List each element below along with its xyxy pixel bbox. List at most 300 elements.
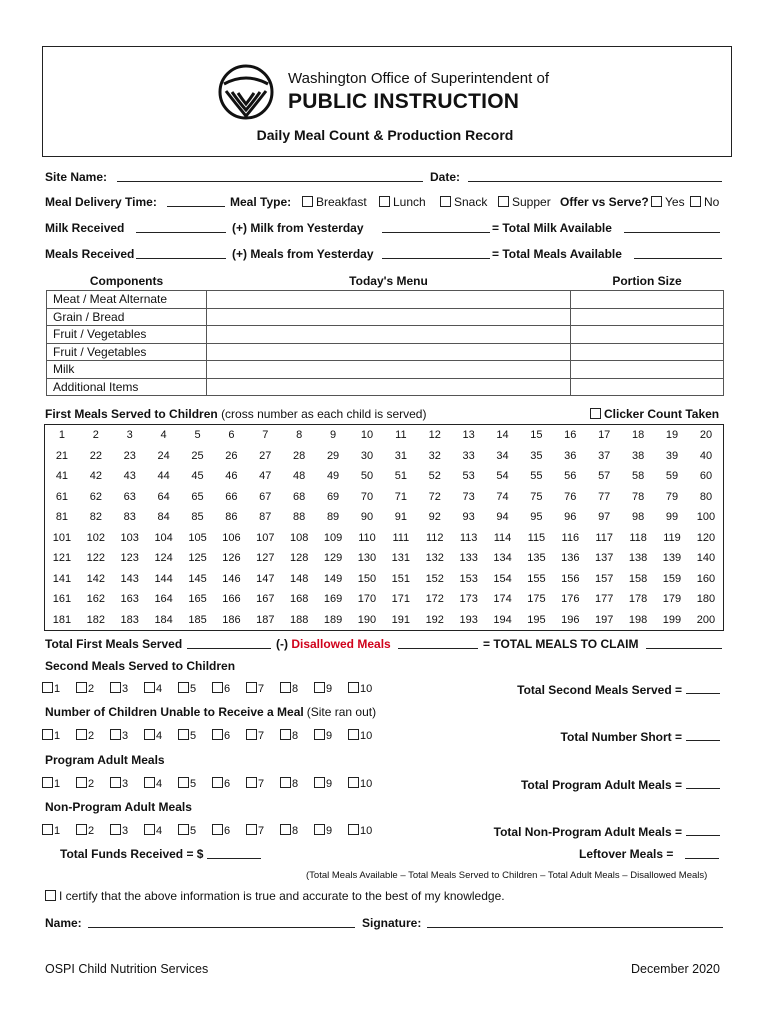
count-checkbox[interactable]: 2: [76, 682, 110, 695]
checkbox-icon[interactable]: [76, 824, 87, 835]
count-cell[interactable]: 32: [428, 449, 441, 462]
count-cell[interactable]: 157: [595, 572, 614, 585]
count-checkbox[interactable]: 5: [178, 777, 212, 790]
count-cell[interactable]: 108: [290, 531, 309, 544]
count-cell[interactable]: 149: [323, 572, 343, 585]
count-cell[interactable]: 118: [629, 531, 647, 544]
count-cell[interactable]: 110: [358, 531, 376, 544]
count-cell[interactable]: 25: [191, 449, 204, 462]
count-cell[interactable]: 49: [326, 470, 340, 483]
count-checkbox[interactable]: 7: [246, 729, 280, 742]
meal-type-lunch[interactable]: Lunch: [379, 195, 426, 209]
count-cell[interactable]: 68: [293, 490, 306, 503]
count-cell[interactable]: 21: [55, 449, 69, 462]
section-total-field[interactable]: [686, 777, 720, 789]
count-checkbox[interactable]: 6: [212, 729, 246, 742]
count-cell[interactable]: 45: [191, 470, 204, 483]
count-checkbox[interactable]: 4: [144, 682, 178, 695]
count-cell[interactable]: 83: [123, 511, 136, 524]
checkbox-icon[interactable]: [348, 824, 359, 835]
name-field[interactable]: [88, 916, 355, 928]
count-cell[interactable]: 8: [296, 429, 303, 442]
count-cell[interactable]: 178: [628, 593, 648, 606]
count-cell[interactable]: 129: [323, 552, 343, 565]
count-cell[interactable]: 102: [86, 531, 106, 544]
count-cell[interactable]: 71: [394, 490, 407, 503]
count-checkbox[interactable]: 2: [76, 777, 110, 790]
site-name-field[interactable]: [117, 170, 423, 182]
count-checkbox[interactable]: 5: [178, 682, 212, 695]
count-cell[interactable]: 84: [157, 511, 170, 524]
count-cell[interactable]: 63: [123, 490, 136, 503]
count-cell[interactable]: 138: [628, 552, 648, 565]
certify-checkbox[interactable]: I certify that the above information is true and accurate to the best of my knowledge.: [45, 889, 505, 903]
count-cell[interactable]: 20: [699, 429, 713, 442]
checkbox-icon[interactable]: [498, 196, 509, 207]
count-cell[interactable]: 183: [120, 613, 139, 626]
count-cell[interactable]: 6: [228, 429, 235, 442]
count-cell[interactable]: 120: [696, 531, 716, 544]
checkbox-icon[interactable]: [42, 824, 53, 835]
checkbox-icon[interactable]: [76, 777, 87, 788]
count-cell[interactable]: 2: [92, 429, 99, 442]
checkbox-icon[interactable]: [348, 729, 359, 740]
count-cell[interactable]: 191: [391, 613, 411, 626]
count-cell[interactable]: 166: [222, 593, 241, 606]
count-cell[interactable]: 171: [391, 593, 411, 606]
count-cell[interactable]: 109: [323, 531, 343, 544]
count-cell[interactable]: 17: [598, 429, 611, 442]
count-cell[interactable]: 125: [188, 552, 207, 565]
count-cell[interactable]: 99: [665, 511, 679, 524]
count-cell[interactable]: 179: [662, 593, 682, 606]
count-checkbox[interactable]: 9: [314, 729, 348, 742]
checkbox-icon[interactable]: [246, 824, 257, 835]
count-cell[interactable]: 78: [631, 490, 645, 503]
offer-vs-serve-no[interactable]: No: [690, 195, 719, 209]
count-checkbox[interactable]: 4: [144, 777, 178, 790]
count-checkbox[interactable]: 1: [42, 824, 76, 837]
count-cell[interactable]: 104: [154, 531, 173, 544]
checkbox-icon[interactable]: [42, 729, 53, 740]
count-cell[interactable]: 93: [462, 511, 475, 524]
count-cell[interactable]: 95: [530, 511, 543, 524]
count-checkbox[interactable]: 5: [178, 824, 212, 837]
checkbox-icon[interactable]: [42, 682, 53, 693]
checkbox-icon[interactable]: [379, 196, 390, 207]
count-cell[interactable]: 96: [564, 511, 577, 524]
count-cell[interactable]: 100: [696, 511, 716, 524]
count-cell[interactable]: 153: [459, 572, 478, 585]
count-checkbox[interactable]: 1: [42, 777, 76, 790]
count-cell[interactable]: 127: [256, 552, 275, 565]
count-cell[interactable]: 111: [392, 531, 410, 544]
checkbox-icon[interactable]: [110, 824, 121, 835]
count-cell[interactable]: 163: [120, 593, 139, 606]
checkbox-icon[interactable]: [690, 196, 701, 207]
count-checkbox[interactable]: 2: [76, 729, 110, 742]
count-cell[interactable]: 91: [394, 511, 407, 524]
count-cell[interactable]: 154: [493, 572, 512, 585]
count-cell[interactable]: 13: [462, 429, 475, 442]
count-cell[interactable]: 72: [428, 490, 441, 503]
count-cell[interactable]: 35: [530, 449, 543, 462]
count-cell[interactable]: 198: [628, 613, 648, 626]
checkbox-icon[interactable]: [314, 729, 325, 740]
count-cell[interactable]: 70: [360, 490, 374, 503]
count-cell[interactable]: 75: [530, 490, 543, 503]
count-checkbox[interactable]: 5: [178, 729, 212, 742]
count-cell[interactable]: 126: [222, 552, 241, 565]
count-cell[interactable]: 89: [326, 511, 340, 524]
count-cell[interactable]: 14: [496, 429, 509, 442]
count-checkbox[interactable]: 8: [280, 729, 314, 742]
meal-count-grid[interactable]: [44, 424, 724, 631]
count-checkbox[interactable]: 4: [144, 729, 178, 742]
count-cell[interactable]: 117: [595, 531, 613, 544]
count-cell[interactable]: 113: [459, 531, 478, 544]
count-cell[interactable]: 11: [395, 429, 407, 442]
count-checkbox[interactable]: 10: [348, 682, 382, 695]
checkbox-icon[interactable]: [590, 408, 601, 419]
leftover-meals-field[interactable]: [685, 847, 719, 859]
count-cell[interactable]: 1: [58, 429, 65, 442]
checkbox-icon[interactable]: [280, 777, 291, 788]
count-checkbox[interactable]: 8: [280, 824, 314, 837]
count-cell[interactable]: 43: [123, 470, 136, 483]
count-checkbox[interactable]: 7: [246, 777, 280, 790]
count-checkbox[interactable]: 4: [144, 824, 178, 837]
count-cell[interactable]: 193: [459, 613, 478, 626]
portion-cell[interactable]: [571, 378, 724, 396]
count-cell[interactable]: 114: [493, 531, 512, 544]
count-cell[interactable]: 67: [259, 490, 272, 503]
count-cell[interactable]: 41: [55, 470, 69, 483]
count-checkbox[interactable]: 3: [110, 729, 144, 742]
count-cell[interactable]: 66: [225, 490, 238, 503]
count-cell[interactable]: 26: [225, 449, 238, 462]
count-cell[interactable]: 122: [86, 552, 106, 565]
clicker-count-checkbox[interactable]: Clicker Count Taken: [590, 407, 719, 421]
count-cell[interactable]: 170: [357, 593, 377, 606]
count-cell[interactable]: 59: [665, 470, 679, 483]
count-cell[interactable]: 56: [564, 470, 577, 483]
count-cell[interactable]: 177: [595, 593, 614, 606]
menu-cell[interactable]: [207, 378, 571, 396]
checkbox-icon[interactable]: [651, 196, 662, 207]
count-cell[interactable]: 51: [394, 470, 407, 483]
meals-from-yesterday-field[interactable]: [382, 247, 490, 259]
checkbox-icon[interactable]: [110, 682, 121, 693]
count-cell[interactable]: 156: [561, 572, 580, 585]
count-cell[interactable]: 38: [631, 449, 645, 462]
count-cell[interactable]: 196: [561, 613, 580, 626]
count-cell[interactable]: 44: [157, 470, 170, 483]
count-cell[interactable]: 185: [188, 613, 207, 626]
count-cell[interactable]: 136: [561, 552, 580, 565]
count-cell[interactable]: 167: [256, 593, 275, 606]
count-cell[interactable]: 52: [428, 470, 441, 483]
total-milk-available-field[interactable]: [624, 221, 720, 233]
count-cell[interactable]: 184: [154, 613, 173, 626]
menu-cell[interactable]: [207, 326, 571, 344]
count-cell[interactable]: 173: [459, 593, 478, 606]
count-checkbox[interactable]: 7: [246, 682, 280, 695]
portion-cell[interactable]: [571, 361, 724, 379]
count-checkbox[interactable]: 6: [212, 777, 246, 790]
checkbox-icon[interactable]: [280, 729, 291, 740]
meal-delivery-time-field[interactable]: [167, 195, 225, 207]
count-cell[interactable]: 27: [259, 449, 272, 462]
count-cell[interactable]: 162: [86, 593, 106, 606]
checkbox-icon[interactable]: [348, 777, 359, 788]
count-cell[interactable]: 144: [154, 572, 173, 585]
checkbox-icon[interactable]: [246, 682, 257, 693]
meal-type-breakfast[interactable]: Breakfast: [302, 195, 367, 209]
count-cell[interactable]: 128: [290, 552, 309, 565]
count-cell[interactable]: 103: [120, 531, 139, 544]
count-cell[interactable]: 192: [425, 613, 444, 626]
count-cell[interactable]: 55: [530, 470, 543, 483]
count-cell[interactable]: 134: [493, 552, 512, 565]
count-cell[interactable]: 147: [256, 572, 275, 585]
count-cell[interactable]: 40: [699, 449, 713, 462]
count-cell[interactable]: 142: [86, 572, 106, 585]
checkbox-icon[interactable]: [212, 682, 223, 693]
count-cell[interactable]: 88: [293, 511, 306, 524]
checkbox-icon[interactable]: [178, 682, 189, 693]
total-meals-available-field[interactable]: [634, 247, 722, 259]
count-checkbox[interactable]: 9: [314, 777, 348, 790]
checkbox-icon[interactable]: [212, 777, 223, 788]
count-cell[interactable]: 135: [527, 552, 546, 565]
count-cell[interactable]: 115: [527, 531, 546, 544]
count-cell[interactable]: 152: [425, 572, 444, 585]
count-cell[interactable]: 146: [222, 572, 241, 585]
count-cell[interactable]: 12: [428, 429, 441, 442]
count-cell[interactable]: 94: [496, 511, 509, 524]
meal-type-supper[interactable]: Supper: [498, 195, 551, 209]
count-checkbox[interactable]: 6: [212, 824, 246, 837]
count-cell[interactable]: 161: [52, 593, 72, 606]
count-cell[interactable]: 143: [120, 572, 139, 585]
count-cell[interactable]: 97: [598, 511, 611, 524]
milk-from-yesterday-field[interactable]: [382, 221, 490, 233]
count-cell[interactable]: 10: [360, 429, 374, 442]
count-cell[interactable]: 195: [527, 613, 546, 626]
count-checkbox[interactable]: 6: [212, 682, 246, 695]
count-cell[interactable]: 182: [86, 613, 106, 626]
count-cell[interactable]: 164: [154, 593, 173, 606]
checkbox-icon[interactable]: [110, 729, 121, 740]
count-cell[interactable]: 24: [157, 449, 170, 462]
checkbox-icon[interactable]: [144, 777, 155, 788]
checkbox-icon[interactable]: [144, 824, 155, 835]
count-cell[interactable]: 140: [696, 552, 716, 565]
count-cell[interactable]: 60: [699, 470, 713, 483]
checkbox-icon[interactable]: [212, 824, 223, 835]
count-cell[interactable]: 87: [259, 511, 272, 524]
count-cell[interactable]: 80: [699, 490, 713, 503]
count-cell[interactable]: 176: [561, 593, 580, 606]
count-checkbox[interactable]: 8: [280, 682, 314, 695]
checkbox-icon[interactable]: [280, 824, 291, 835]
count-cell[interactable]: 199: [662, 613, 682, 626]
checkbox-icon[interactable]: [178, 729, 189, 740]
checkbox-icon[interactable]: [440, 196, 451, 207]
count-cell[interactable]: 4: [160, 429, 167, 442]
count-cell[interactable]: 116: [561, 531, 580, 544]
count-checkbox[interactable]: 10: [348, 777, 382, 790]
count-cell[interactable]: 141: [52, 572, 72, 585]
count-cell[interactable]: 30: [360, 449, 374, 462]
count-cell[interactable]: 62: [89, 490, 102, 503]
count-cell[interactable]: 180: [696, 593, 716, 606]
portion-cell[interactable]: [571, 343, 724, 361]
count-checkbox[interactable]: 3: [110, 682, 144, 695]
count-cell[interactable]: 33: [462, 449, 475, 462]
count-cell[interactable]: 34: [496, 449, 509, 462]
count-cell[interactable]: 107: [256, 531, 275, 544]
count-cell[interactable]: 174: [493, 593, 512, 606]
count-cell[interactable]: 73: [462, 490, 475, 503]
menu-cell[interactable]: [207, 343, 571, 361]
count-cell[interactable]: 186: [222, 613, 241, 626]
count-cell[interactable]: 37: [598, 449, 611, 462]
count-cell[interactable]: 131: [391, 552, 411, 565]
count-cell[interactable]: 130: [357, 552, 377, 565]
portion-cell[interactable]: [571, 308, 724, 326]
offer-vs-serve-yes[interactable]: Yes: [651, 195, 685, 209]
count-cell[interactable]: 119: [663, 531, 681, 544]
count-cell[interactable]: 64: [157, 490, 170, 503]
count-cell[interactable]: 36: [564, 449, 577, 462]
count-cell[interactable]: 18: [631, 429, 645, 442]
count-cell[interactable]: 31: [394, 449, 407, 462]
menu-cell[interactable]: [207, 361, 571, 379]
checkbox-icon[interactable]: [302, 196, 313, 207]
count-cell[interactable]: 90: [360, 511, 374, 524]
count-cell[interactable]: 19: [665, 429, 679, 442]
count-cell[interactable]: 29: [326, 449, 340, 462]
count-cell[interactable]: 155: [527, 572, 546, 585]
count-cell[interactable]: 132: [425, 552, 444, 565]
count-cell[interactable]: 46: [225, 470, 238, 483]
checkbox-icon[interactable]: [144, 682, 155, 693]
checkbox-icon[interactable]: [246, 777, 257, 788]
count-cell[interactable]: 39: [665, 449, 679, 462]
count-cell[interactable]: 160: [696, 572, 716, 585]
count-cell[interactable]: 194: [493, 613, 512, 626]
count-cell[interactable]: 187: [256, 613, 275, 626]
count-cell[interactable]: 79: [665, 490, 679, 503]
count-cell[interactable]: 197: [595, 613, 614, 626]
count-cell[interactable]: 124: [154, 552, 173, 565]
count-cell[interactable]: 112: [425, 531, 444, 544]
checkbox-icon[interactable]: [45, 890, 56, 901]
checkbox-icon[interactable]: [110, 777, 121, 788]
count-cell[interactable]: 106: [222, 531, 241, 544]
count-cell[interactable]: 190: [357, 613, 377, 626]
section-total-field[interactable]: [686, 682, 720, 694]
checkbox-icon[interactable]: [42, 777, 53, 788]
count-cell[interactable]: 169: [323, 593, 343, 606]
count-cell[interactable]: 139: [662, 552, 682, 565]
count-cell[interactable]: 81: [55, 511, 69, 524]
count-cell[interactable]: 123: [120, 552, 139, 565]
count-checkbox[interactable]: 7: [246, 824, 280, 837]
count-cell[interactable]: 159: [662, 572, 682, 585]
checkbox-icon[interactable]: [178, 824, 189, 835]
count-cell[interactable]: 61: [55, 490, 69, 503]
count-cell[interactable]: 77: [598, 490, 611, 503]
count-cell[interactable]: 28: [293, 449, 306, 462]
section-total-field[interactable]: [686, 729, 720, 741]
count-cell[interactable]: 82: [89, 511, 102, 524]
count-checkbox[interactable]: 9: [314, 682, 348, 695]
count-checkbox[interactable]: 10: [348, 729, 382, 742]
total-funds-field[interactable]: [207, 847, 261, 859]
count-cell[interactable]: 158: [628, 572, 648, 585]
date-field[interactable]: [468, 170, 722, 182]
count-cell[interactable]: 65: [191, 490, 204, 503]
count-checkbox[interactable]: 1: [42, 682, 76, 695]
portion-cell[interactable]: [571, 291, 724, 309]
count-cell[interactable]: 172: [425, 593, 444, 606]
count-cell[interactable]: 48: [293, 470, 306, 483]
count-cell[interactable]: 57: [598, 470, 611, 483]
count-cell[interactable]: 189: [323, 613, 343, 626]
signature-field[interactable]: [427, 916, 723, 928]
count-cell[interactable]: 15: [530, 429, 543, 442]
count-cell[interactable]: 85: [191, 511, 204, 524]
menu-cell[interactable]: [207, 308, 571, 326]
count-cell[interactable]: 7: [262, 429, 269, 442]
total-meals-to-claim-field[interactable]: [646, 637, 722, 649]
meal-type-snack[interactable]: Snack: [440, 195, 487, 209]
count-cell[interactable]: 9: [330, 429, 337, 442]
count-cell[interactable]: 42: [89, 470, 102, 483]
count-cell[interactable]: 151: [391, 572, 411, 585]
count-cell[interactable]: 74: [496, 490, 509, 503]
disallowed-meals-field[interactable]: [398, 637, 478, 649]
count-checkbox[interactable]: 3: [110, 824, 144, 837]
count-cell[interactable]: 22: [89, 449, 102, 462]
count-cell[interactable]: 181: [52, 613, 72, 626]
count-cell[interactable]: 50: [360, 470, 374, 483]
count-cell[interactable]: 92: [428, 511, 441, 524]
checkbox-icon[interactable]: [348, 682, 359, 693]
total-first-meals-field[interactable]: [187, 637, 271, 649]
count-checkbox[interactable]: 10: [348, 824, 382, 837]
count-cell[interactable]: 137: [595, 552, 614, 565]
checkbox-icon[interactable]: [280, 682, 291, 693]
count-cell[interactable]: 47: [259, 470, 272, 483]
checkbox-icon[interactable]: [246, 729, 257, 740]
count-cell[interactable]: 16: [564, 429, 577, 442]
meals-received-field[interactable]: [136, 247, 226, 259]
count-cell[interactable]: 188: [290, 613, 309, 626]
count-cell[interactable]: 58: [631, 470, 645, 483]
count-checkbox[interactable]: 9: [314, 824, 348, 837]
checkbox-icon[interactable]: [314, 682, 325, 693]
checkbox-icon[interactable]: [144, 729, 155, 740]
count-cell[interactable]: 121: [52, 552, 72, 565]
portion-cell[interactable]: [571, 326, 724, 344]
count-cell[interactable]: 175: [527, 593, 546, 606]
count-cell[interactable]: 54: [496, 470, 509, 483]
count-checkbox[interactable]: 2: [76, 824, 110, 837]
